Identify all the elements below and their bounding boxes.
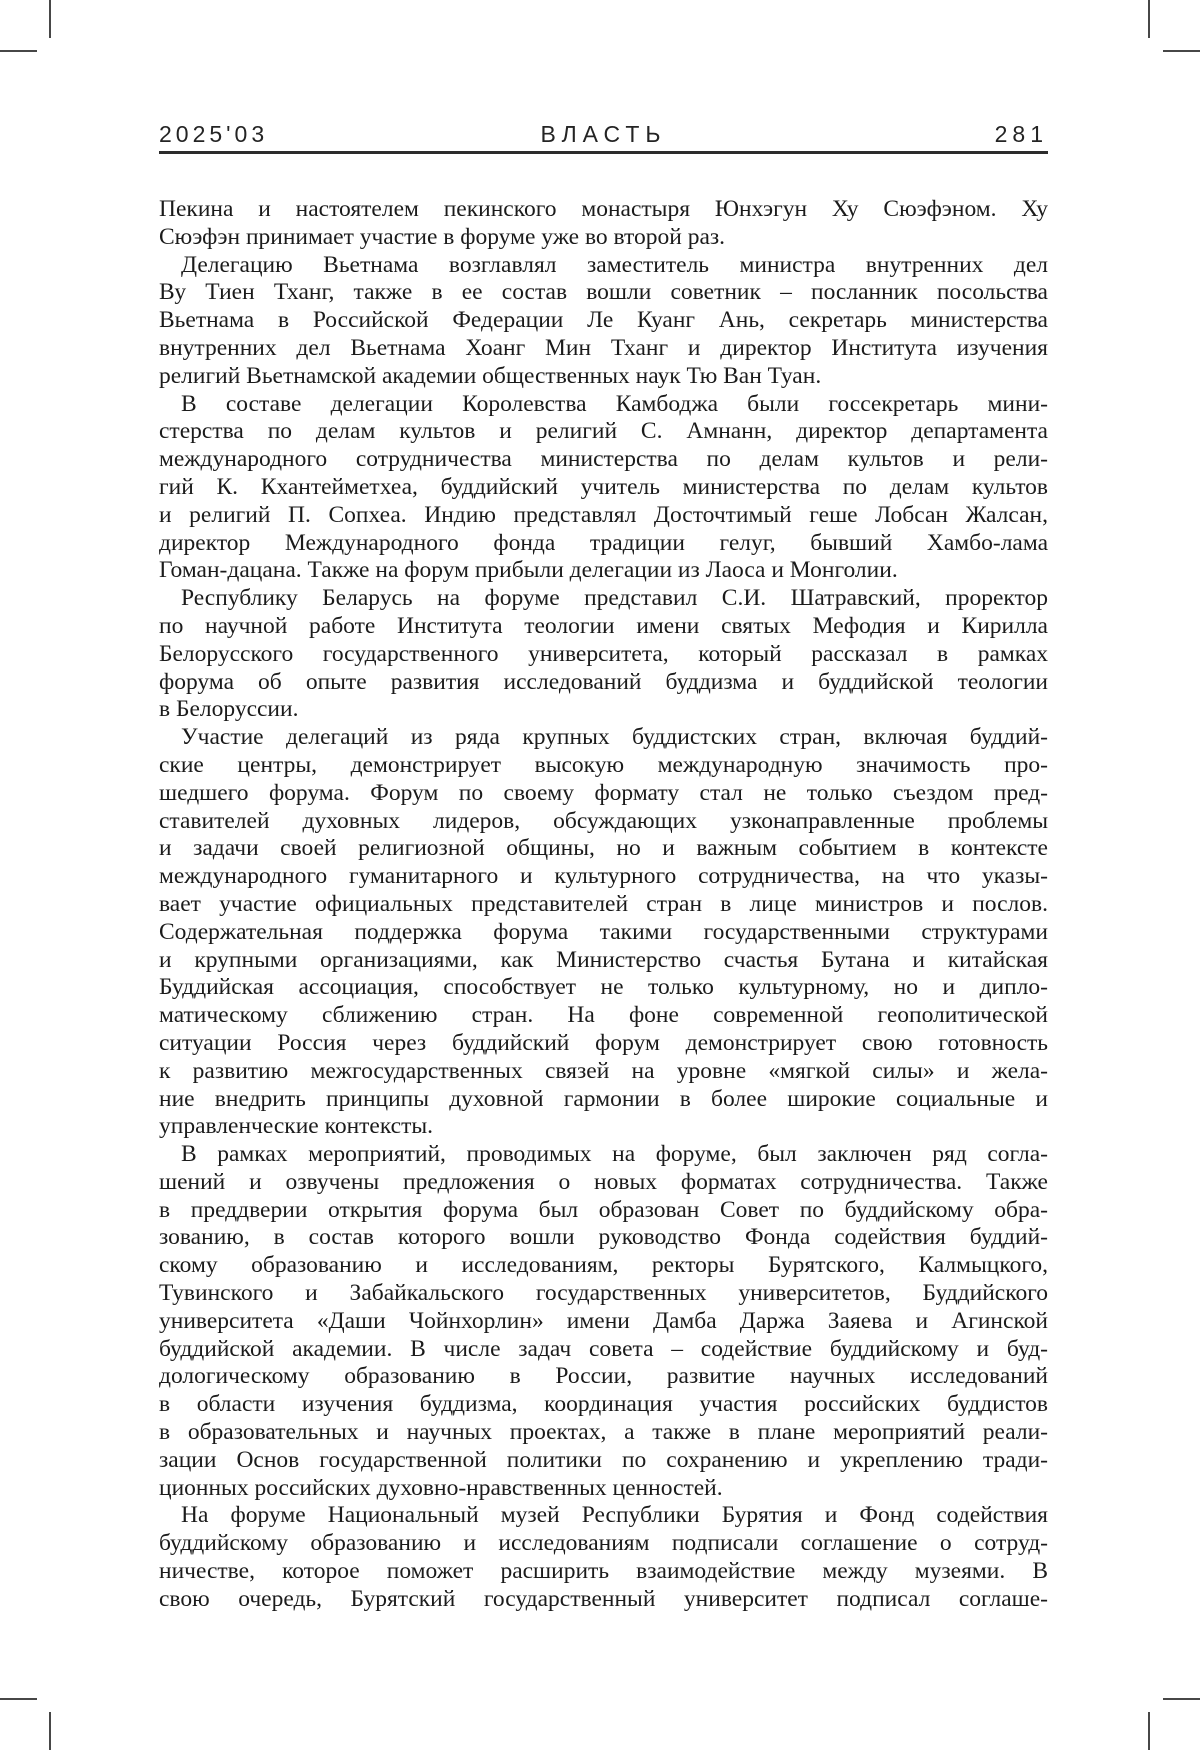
text-line: международного гуманитарного и культурного сотрудничества, на что указы- [159,863,1048,890]
page-number: 281 [994,121,1048,147]
text-line: и крупными организациями, как Министерство счастья Бутана и китайская [159,946,1048,973]
text-line: в области изучения буддизма, координация участия российских буддистов [159,1391,1048,1418]
crop-mark-top-right-vertical [1148,0,1150,38]
text-line: буддийскому образованию и исследованиям подписали соглашение о сотруд- [159,1530,1048,1557]
text-line: ситуации Россия через буддийский форум демонстрирует свою готовность [159,1029,1048,1056]
crop-mark-top-left-horizontal [0,50,37,52]
journal-title: ВЛАСТЬ [540,121,667,147]
crop-mark-top-right-horizontal [1163,50,1200,52]
text-line: шений и озвучены предложения о новых форматах сотрудничества. Также [159,1168,1048,1195]
text-line: На форуме Национальный музей Республики Бурятия и Фонд содействия [181,1502,1048,1529]
text-line: Тувинского и Забайкальского государственных университетов, Буддийского [159,1280,1048,1307]
text-line: и задачи своей религиозной общины, но и важным событием в контексте [159,835,1048,862]
text-line: Республику Беларусь на форуме представил С.И. Шатравский, проректор [181,585,1048,612]
text-line: внутренних дел Вьетнама Хоанг Мин Тханг и директор Института изучения [159,334,1048,361]
text-line: Сюэфэн принимает участие в форуме уже во второй раз. [159,223,726,250]
text-line: шедшего форума. Форум по своему формату стал не только съездом пред- [159,779,1048,806]
text-line: ничестве, которое поможет расширить взаимодействие между музеями. В [159,1558,1048,1585]
running-head [159,121,1048,147]
text-line: Содержательная поддержка форума такими государственными структурами [159,918,1048,945]
crop-mark-bottom-right-vertical [1148,1712,1150,1750]
text-line: Вьетнама в Российской Федерации Ле Куанг Ань, секретарь министерства [159,307,1048,334]
text-line: директор Международного фонда традиции гелуг, бывший Хамбо-лама [159,529,1048,556]
text-line: ние внедрить принципы духовной гармонии в более широкие социальные и [159,1085,1048,1112]
text-line: Буддийская ассоциация, способствует не только культурному, но и дипло- [159,974,1048,1001]
text-line: матическому сближению стран. На фоне современной геополитической [159,1002,1048,1029]
text-line: по научной работе Института теологии имени святых Мефодия и Кирилла [159,612,1048,639]
text-line: университета «Даши Чойнхорлин» имени Дамба Даржа Заяева и Агинской [159,1307,1048,1334]
crop-mark-bottom-right-horizontal [1163,1698,1200,1700]
text-line: Ву Тиен Тханг, также в ее состав вошли советник – посланник посольства [159,279,1048,306]
article-body [159,196,1048,1614]
text-line: зации Основ государственной политики по сохранению и укреплению тради- [159,1446,1048,1473]
text-line: скому образованию и исследованиям, ректоры Бурятского, Калмыцкого, [159,1252,1048,1279]
text-line: гий К. Кхантейметхеа, буддийский учитель министерства по делам культов [159,473,1048,500]
text-line: зованию, в состав которого вошли руководство Фонда содействия буддий- [159,1224,1048,1251]
text-line: Гоман-дацана. Также на форум прибыли делегации из Лаоса и Монголии. [159,557,898,584]
text-line: ставителей духовных лидеров, обсуждающих узконаправленные проблемы [159,807,1048,834]
text-line: Белорусского государственного университета, который рассказал в рамках [159,640,1048,667]
text-line: религий Вьетнамской академии общественных наук Тю Ван Туан. [159,362,822,389]
text-line: Участие делегаций из ряда крупных буддистских стран, включая буддий- [181,724,1048,751]
text-line: вает участие официальных представителей стран в лице министров и послов. [159,890,1048,917]
crop-mark-bottom-left-horizontal [0,1698,37,1700]
text-line: ционных российских духовно-нравственных ценностей. [159,1474,723,1501]
text-line: к развитию межгосударственных связей на уровне «мягкой силы» и жела- [159,1057,1048,1084]
text-line: свою очередь, Бурятский государственный университет подписал соглаше- [159,1585,1048,1612]
text-line: дологическому образованию в России, развитие научных исследований [159,1363,1048,1390]
text-line: управленческие контексты. [159,1113,434,1140]
text-line: и религий П. Сопхеа. Индию представлял Досточтимый геше Лобсан Жалсан, [159,501,1048,528]
text-line: В рамках мероприятий, проводимых на форуме, был заключен ряд согла- [181,1141,1048,1168]
text-line: Делегацию Вьетнама возглавлял заместитель министра внутренних дел [181,251,1048,278]
header-rule [159,151,1048,154]
text-line: В составе делегации Королевства Камбоджа были госсекретарь мини- [181,390,1048,417]
text-line: в Белоруссии. [159,696,299,723]
text-line: форума об опыте развития исследований буддизма и буддийской теологии [159,668,1048,695]
text-line: буддийской академии. В числе задач совета – содействие буддийскому и буд- [159,1335,1048,1362]
crop-mark-bottom-left-vertical [49,1712,51,1750]
text-line: международного сотрудничества министерства по делам культов и рели- [159,446,1048,473]
text-line: ские центры, демонстрирует высокую международную значимость про- [159,751,1048,778]
crop-mark-top-left-vertical [49,0,51,38]
journal-issue: 2025'03 [159,121,269,147]
text-line: стерства по делам культов и религий С. Амнанн, директор департамента [159,418,1048,445]
text-line: в образовательных и научных проектах, а также в плане мероприятий реали- [159,1419,1048,1446]
text-line: в преддверии открытия форума был образован Совет по буддийскому обра- [159,1196,1048,1223]
text-line: Пекина и настоятелем пекинского монастыря Юнхэгун Ху Сюэфэном. Ху [159,196,1048,222]
